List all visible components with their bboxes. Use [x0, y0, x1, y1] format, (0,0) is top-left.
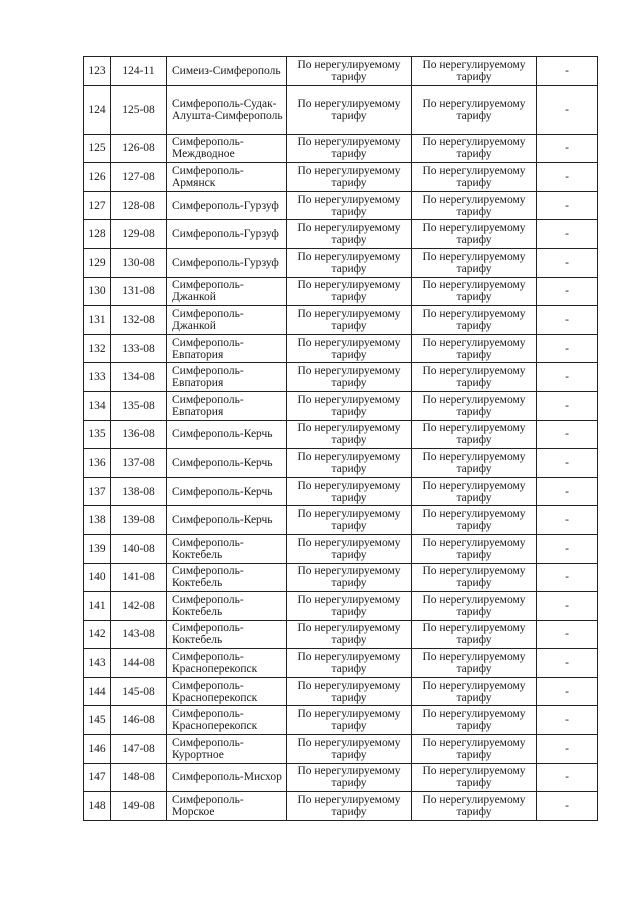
table-row [84, 563, 598, 592]
tariff-cell-2: По нерегулируемому тарифу [412, 763, 537, 792]
row-number: 135 [84, 420, 111, 449]
dash-cell: - [537, 620, 598, 649]
dash-cell: - [537, 220, 598, 249]
tariff-cell-1: По нерегулируемому тарифу [287, 134, 412, 163]
row-number: 126 [84, 163, 111, 192]
tariff-cell-1: По нерегулируемому тарифу [287, 592, 412, 621]
tariff-cell-1: По нерегулируемому тарифу [287, 620, 412, 649]
route-name: Симферополь-Керчь [167, 477, 287, 506]
table-row [84, 449, 598, 478]
dash-cell: - [537, 706, 598, 735]
route-code: 141-08 [111, 563, 167, 592]
route-code: 136-08 [111, 420, 167, 449]
route-name: Симферополь-Керчь [167, 420, 287, 449]
route-name: Симферополь-Коктебель [167, 592, 287, 621]
tariff-cell-1: По нерегулируемому тарифу [287, 306, 412, 335]
tariff-cell-1: По нерегулируемому тарифу [287, 85, 412, 134]
table-row [84, 363, 598, 392]
dash-cell: - [537, 306, 598, 335]
table-row [84, 220, 598, 249]
tariff-cell-2: По нерегулируемому тарифу [412, 85, 537, 134]
tariff-cell-2: По нерегулируемому тарифу [412, 248, 537, 277]
dash-cell: - [537, 191, 598, 220]
route-name: Симферополь-Красноперекопск [167, 677, 287, 706]
route-code: 145-08 [111, 677, 167, 706]
route-code: 139-08 [111, 506, 167, 535]
row-number: 133 [84, 363, 111, 392]
table-row [84, 277, 598, 306]
route-name: Симферополь-Гурзуф [167, 220, 287, 249]
route-code: 127-08 [111, 163, 167, 192]
route-name: Симферополь-Керчь [167, 449, 287, 478]
row-number: 142 [84, 620, 111, 649]
dash-cell: - [537, 763, 598, 792]
route-code: 128-08 [111, 191, 167, 220]
tariff-cell-1: По нерегулируемому тарифу [287, 506, 412, 535]
tariff-cell-1: По нерегулируемому тарифу [287, 391, 412, 420]
tariff-cell-2: По нерегулируемому тарифу [412, 792, 537, 821]
route-code: 143-08 [111, 620, 167, 649]
route-name: Симферополь-Морское [167, 792, 287, 821]
table-row [84, 85, 598, 134]
dash-cell: - [537, 134, 598, 163]
table-row [84, 191, 598, 220]
dash-cell: - [537, 649, 598, 678]
table-row [84, 706, 598, 735]
route-code: 125-08 [111, 85, 167, 134]
tariff-cell-2: По нерегулируемому тарифу [412, 191, 537, 220]
route-name: Симферополь-Красноперекопск [167, 649, 287, 678]
row-number: 129 [84, 248, 111, 277]
route-code: 137-08 [111, 449, 167, 478]
dash-cell: - [537, 534, 598, 563]
route-name: Симферополь-Судак-Алушта-Симферополь [167, 85, 287, 134]
row-number: 125 [84, 134, 111, 163]
table-row [84, 391, 598, 420]
route-code: 129-08 [111, 220, 167, 249]
table-row [84, 420, 598, 449]
row-number: 138 [84, 506, 111, 535]
tariff-cell-2: По нерегулируемому тарифу [412, 391, 537, 420]
tariff-cell-2: По нерегулируемому тарифу [412, 220, 537, 249]
row-number: 140 [84, 563, 111, 592]
route-code: 149-08 [111, 792, 167, 821]
row-number: 131 [84, 306, 111, 335]
route-name: Симеиз-Симферополь [167, 57, 287, 86]
table-row [84, 248, 598, 277]
tariff-cell-2: По нерегулируемому тарифу [412, 134, 537, 163]
route-name: Симферополь-Евпатория [167, 334, 287, 363]
table-row [84, 592, 598, 621]
route-name: Симферополь-Армянск [167, 163, 287, 192]
dash-cell: - [537, 57, 598, 86]
table-row [84, 620, 598, 649]
dash-cell: - [537, 506, 598, 535]
route-name: Симферополь-Гурзуф [167, 191, 287, 220]
routes-table [83, 56, 598, 821]
tariff-cell-2: По нерегулируемому тарифу [412, 735, 537, 764]
dash-cell: - [537, 277, 598, 306]
route-code: 140-08 [111, 534, 167, 563]
dash-cell: - [537, 592, 598, 621]
tariff-cell-2: По нерегулируемому тарифу [412, 163, 537, 192]
route-code: 146-08 [111, 706, 167, 735]
tariff-cell-1: По нерегулируемому тарифу [287, 363, 412, 392]
route-code: 124-11 [111, 57, 167, 86]
tariff-cell-1: По нерегулируемому тарифу [287, 449, 412, 478]
row-number: 132 [84, 334, 111, 363]
table-row [84, 763, 598, 792]
dash-cell: - [537, 363, 598, 392]
dash-cell: - [537, 477, 598, 506]
tariff-cell-1: По нерегулируемому тарифу [287, 57, 412, 86]
route-name: Симферополь-Междводное [167, 134, 287, 163]
table-row [84, 163, 598, 192]
row-number: 134 [84, 391, 111, 420]
dash-cell: - [537, 334, 598, 363]
route-code: 133-08 [111, 334, 167, 363]
route-code: 134-08 [111, 363, 167, 392]
table-row [84, 334, 598, 363]
tariff-cell-2: По нерегулируемому тарифу [412, 649, 537, 678]
tariff-cell-1: По нерегулируемому тарифу [287, 735, 412, 764]
tariff-cell-2: По нерегулируемому тарифу [412, 706, 537, 735]
dash-cell: - [537, 85, 598, 134]
tariff-cell-1: По нерегулируемому тарифу [287, 677, 412, 706]
tariff-cell-2: По нерегулируемому тарифу [412, 677, 537, 706]
row-number: 146 [84, 735, 111, 764]
tariff-cell-2: По нерегулируемому тарифу [412, 334, 537, 363]
dash-cell: - [537, 563, 598, 592]
row-number: 127 [84, 191, 111, 220]
tariff-cell-1: По нерегулируемому тарифу [287, 248, 412, 277]
route-name: Симферополь-Курортное [167, 735, 287, 764]
row-number: 136 [84, 449, 111, 478]
route-code: 142-08 [111, 592, 167, 621]
tariff-cell-1: По нерегулируемому тарифу [287, 334, 412, 363]
tariff-cell-1: По нерегулируемому тарифу [287, 534, 412, 563]
row-number: 124 [84, 85, 111, 134]
route-code: 138-08 [111, 477, 167, 506]
dash-cell: - [537, 391, 598, 420]
route-code: 147-08 [111, 735, 167, 764]
tariff-cell-2: По нерегулируемому тарифу [412, 534, 537, 563]
tariff-cell-1: По нерегулируемому тарифу [287, 706, 412, 735]
route-name: Симферополь-Керчь [167, 506, 287, 535]
table-row [84, 134, 598, 163]
dash-cell: - [537, 792, 598, 821]
dash-cell: - [537, 163, 598, 192]
row-number: 145 [84, 706, 111, 735]
tariff-cell-2: По нерегулируемому тарифу [412, 277, 537, 306]
route-code: 148-08 [111, 763, 167, 792]
table-row [84, 649, 598, 678]
tariff-cell-2: По нерегулируемому тарифу [412, 363, 537, 392]
route-name: Симферополь-Гурзуф [167, 248, 287, 277]
row-number: 148 [84, 792, 111, 821]
route-code: 135-08 [111, 391, 167, 420]
route-name: Симферополь-Джанкой [167, 277, 287, 306]
route-code: 132-08 [111, 306, 167, 335]
tariff-cell-2: По нерегулируемому тарифу [412, 57, 537, 86]
row-number: 128 [84, 220, 111, 249]
dash-cell: - [537, 420, 598, 449]
tariff-cell-2: По нерегулируемому тарифу [412, 592, 537, 621]
row-number: 144 [84, 677, 111, 706]
tariff-cell-1: По нерегулируемому тарифу [287, 163, 412, 192]
tariff-cell-2: По нерегулируемому тарифу [412, 563, 537, 592]
dash-cell: - [537, 735, 598, 764]
routes-table-body [84, 57, 598, 821]
table-row [84, 506, 598, 535]
row-number: 147 [84, 763, 111, 792]
table-row [84, 677, 598, 706]
row-number: 143 [84, 649, 111, 678]
table-row [84, 306, 598, 335]
row-number: 139 [84, 534, 111, 563]
route-code: 131-08 [111, 277, 167, 306]
dash-cell: - [537, 677, 598, 706]
route-name: Симферополь-Евпатория [167, 363, 287, 392]
table-row [84, 534, 598, 563]
table-row [84, 57, 598, 86]
row-number: 123 [84, 57, 111, 86]
tariff-cell-1: По нерегулируемому тарифу [287, 220, 412, 249]
route-code: 130-08 [111, 248, 167, 277]
tariff-cell-2: По нерегулируемому тарифу [412, 306, 537, 335]
tariff-cell-2: По нерегулируемому тарифу [412, 420, 537, 449]
tariff-cell-1: По нерегулируемому тарифу [287, 763, 412, 792]
tariff-cell-1: По нерегулируемому тарифу [287, 563, 412, 592]
route-name: Симферополь-Коктебель [167, 620, 287, 649]
tariff-cell-1: По нерегулируемому тарифу [287, 649, 412, 678]
table-row [84, 735, 598, 764]
route-name: Симферополь-Мисхор [167, 763, 287, 792]
route-code: 126-08 [111, 134, 167, 163]
row-number: 141 [84, 592, 111, 621]
row-number: 130 [84, 277, 111, 306]
tariff-cell-2: По нерегулируемому тарифу [412, 449, 537, 478]
table-row [84, 792, 598, 821]
tariff-cell-1: По нерегулируемому тарифу [287, 277, 412, 306]
tariff-cell-1: По нерегулируемому тарифу [287, 792, 412, 821]
route-code: 144-08 [111, 649, 167, 678]
dash-cell: - [537, 449, 598, 478]
tariff-cell-2: По нерегулируемому тарифу [412, 506, 537, 535]
tariff-cell-1: По нерегулируемому тарифу [287, 477, 412, 506]
route-name: Симферополь-Красноперекопск [167, 706, 287, 735]
route-name: Симферополь-Коктебель [167, 534, 287, 563]
tariff-cell-2: По нерегулируемому тарифу [412, 477, 537, 506]
dash-cell: - [537, 248, 598, 277]
route-name: Симферополь-Евпатория [167, 391, 287, 420]
tariff-cell-1: По нерегулируемому тарифу [287, 420, 412, 449]
route-name: Симферополь-Коктебель [167, 563, 287, 592]
table-row [84, 477, 598, 506]
tariff-cell-1: По нерегулируемому тарифу [287, 191, 412, 220]
route-name: Симферополь-Джанкой [167, 306, 287, 335]
row-number: 137 [84, 477, 111, 506]
tariff-cell-2: По нерегулируемому тарифу [412, 620, 537, 649]
